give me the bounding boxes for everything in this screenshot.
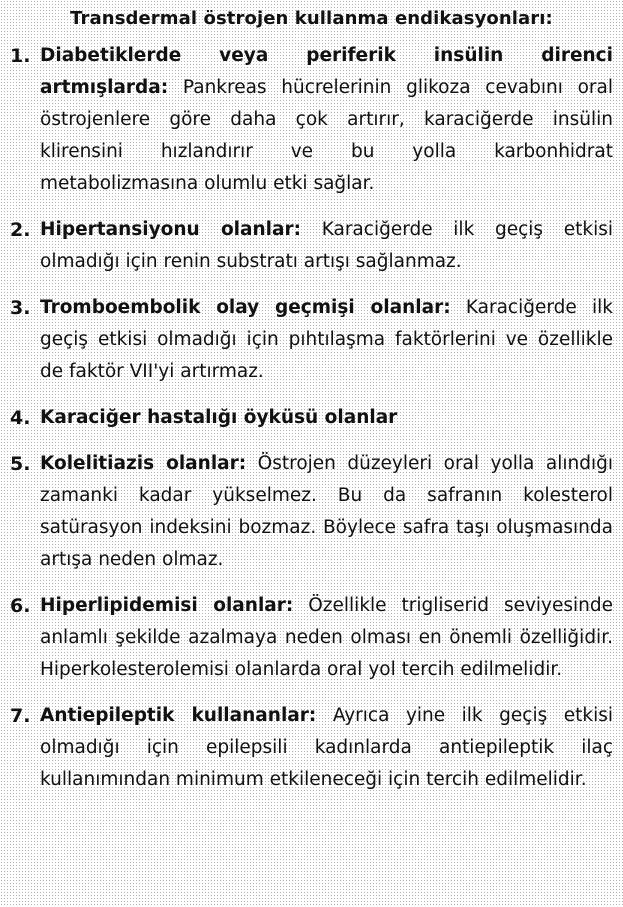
- list-item-5: [10, 448, 613, 576]
- item-text: Pankreas hücrelerinin glikoza cevabını oral östrojenlere göre daha çok artırır, karaciğerde insülin klirensini hızlandırır ve bu yolla karbonhidrat metabolizmasına olumlu etki sağlar.: [40, 77, 614, 194]
- item-heading: Kolelitiazis olanlar:: [40, 453, 247, 474]
- list-item-4: [10, 402, 613, 434]
- item-content: [40, 590, 613, 686]
- item-text: Özellikle trigliserid seviyesinde anlamlı şekilde azalmaya neden olması en önemli özelliğidir. Hiperkolesterolemisi olanlarda oral yol tercih edilmelidir.: [40, 595, 614, 680]
- item-content: [40, 402, 613, 434]
- list-item-1: [10, 40, 613, 200]
- list-item-2: [10, 214, 613, 278]
- list-item-7: [10, 700, 613, 796]
- item-text: Ayrıca yine ilk geçiş etkisi olmadığı için epilepsili kadınlarda antiepileptik ilaç kullanımından minimum etkileneceği için tercih edilmelidir.: [40, 705, 613, 790]
- item-text: Karaciğerde ilk geçiş etkisi olmadığı için pıhtılaşma faktörlerini ve özellikle de faktör VII'yi artırmaz.: [40, 297, 613, 382]
- item-number: 4.: [10, 407, 31, 429]
- item-number: 6.: [10, 595, 31, 617]
- item-number: 5.: [10, 453, 31, 475]
- item-heading: Antiepileptik kullananlar:: [40, 705, 317, 726]
- item-text: Karaciğerde ilk geçiş etkisi olmadığı için renin substratı artışı sağlanmaz.: [40, 219, 613, 272]
- indication-list: [10, 40, 613, 796]
- item-number: 1.: [10, 45, 31, 67]
- item-text: Östrojen düzeyleri oral yolla alındığı zamanki kadar yükselmez. Bu da safranın kolesterol satürasyon indeksini bozmaz. Böylece safra taşı oluşmasında artışa neden olmaz.: [40, 453, 613, 570]
- item-number: 3.: [10, 297, 31, 319]
- item-heading: Diabetiklerde veya periferik insülin direnci artmışlarda:: [40, 45, 613, 98]
- item-content: [40, 292, 613, 388]
- list-item-3: [10, 292, 613, 388]
- item-number: 2.: [10, 219, 31, 241]
- item-heading: Hiperlipidemisi olanlar:: [40, 595, 294, 616]
- item-content: [40, 214, 613, 278]
- list-item-6: [10, 590, 613, 686]
- item-heading: Tromboembolik olay geçmişi olanlar:: [40, 297, 451, 318]
- item-number: 7.: [10, 705, 31, 727]
- item-heading: Hipertansiyonu olanlar:: [40, 219, 301, 240]
- item-content: [40, 448, 613, 576]
- page-title: Transdermal östrojen kullanma endikasyonları:: [70, 8, 553, 29]
- item-heading: Karaciğer hastalığı öyküsü olanlar: [40, 407, 398, 428]
- item-content: [40, 40, 613, 200]
- item-content: [40, 700, 613, 796]
